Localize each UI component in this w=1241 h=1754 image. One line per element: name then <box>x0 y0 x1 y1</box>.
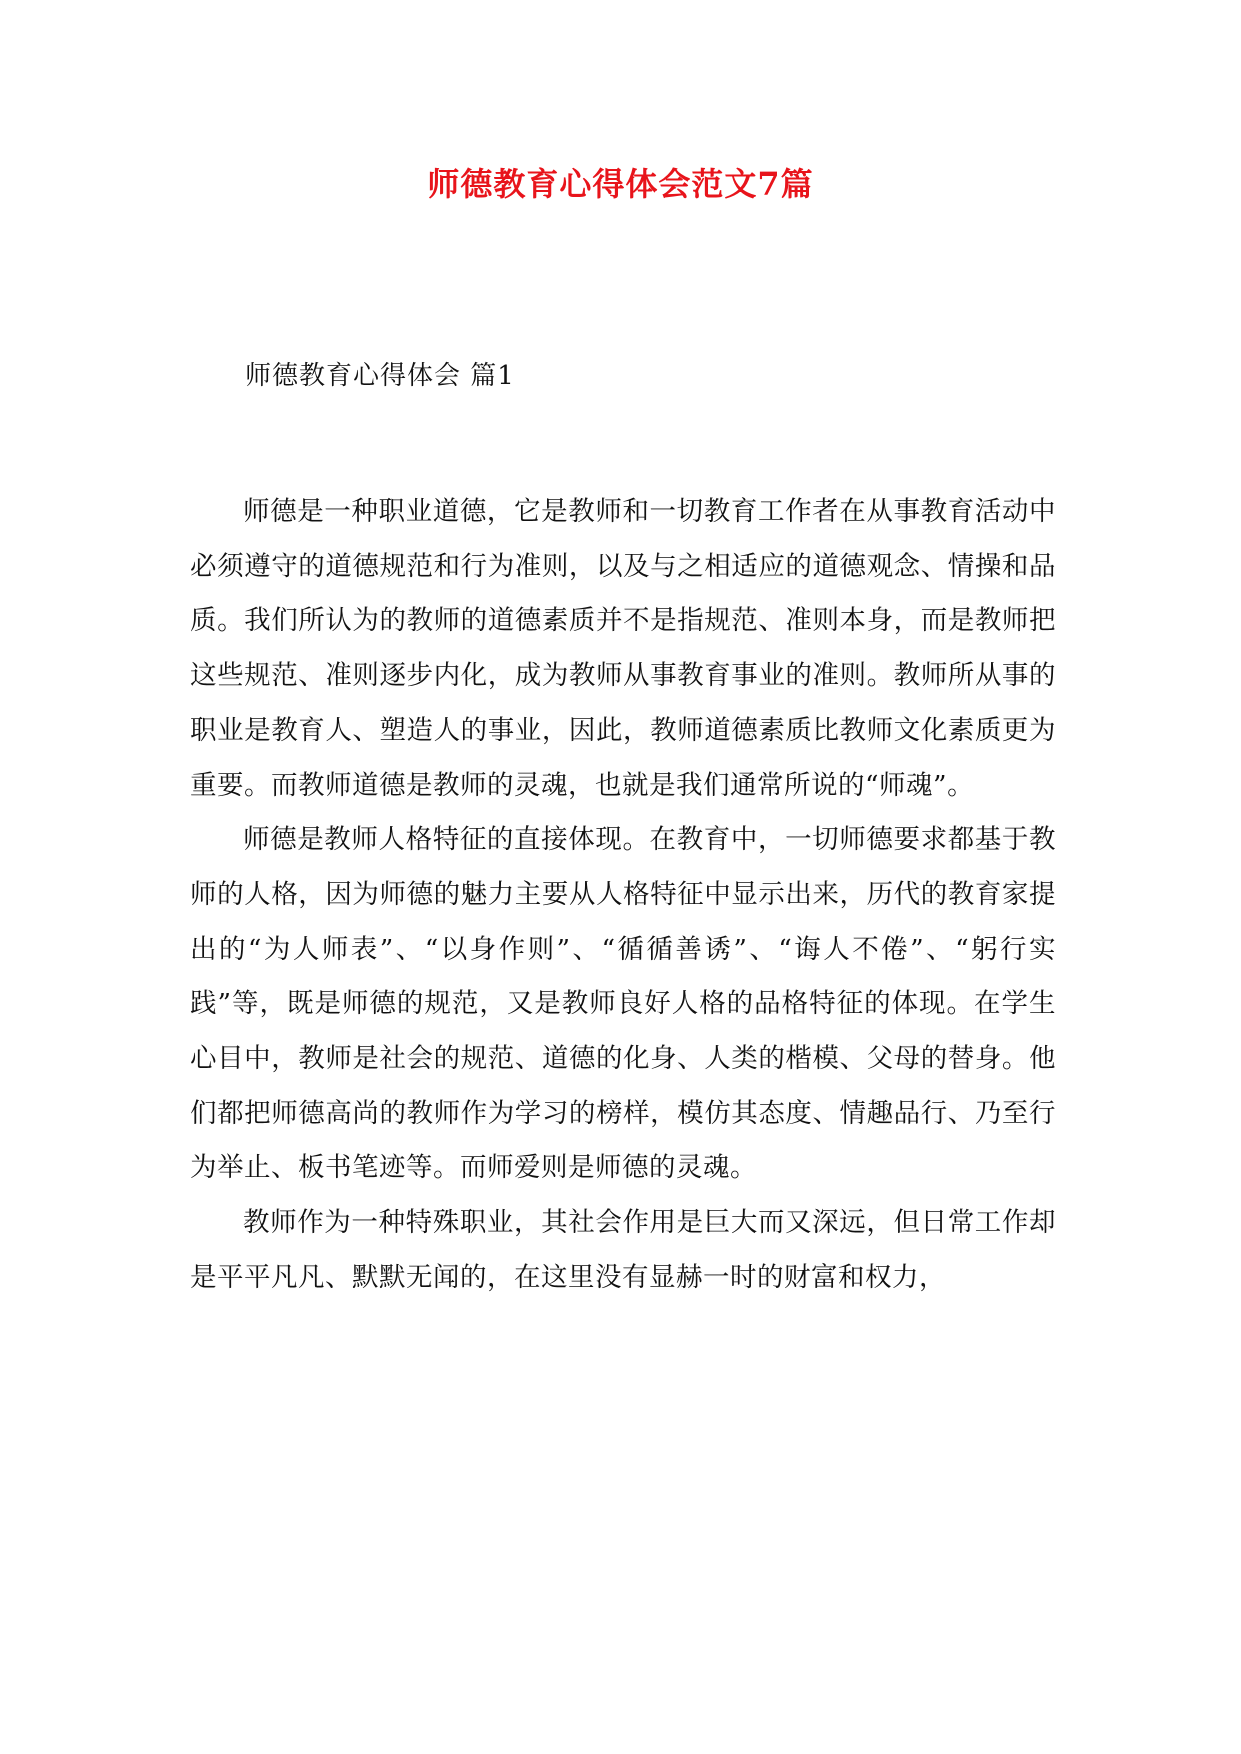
section-heading: 师德教育心得体会 篇1 <box>245 361 515 391</box>
body-text <box>190 485 1056 1306</box>
paragraph: 教师作为一种特殊职业，其社会作用是巨大而又深远，但日常工作却是平平凡凡、默默无闻的，在这里没有显赫一时的财富和权力， <box>190 1207 1056 1293</box>
paragraph: 师德是教师人格特征的直接体现。在教育中，一切师德要求都基于教师的人格，因为师德的魅力主要从人格特征中显示出来，历代的教育家提出的“为人师表”、“以身作则”、“循循善诱”、“诲人不倦”、“躬行实践”等，既是师德的规范，又是教师良好人格的品格特征的体现。在学生心目中，教师是社会的规范、道德的化身、人类的楷模、父母的替身。他们都把师德高尚的教师作为学习的榜样，模仿其态度、情趣品行、乃至行为举止、板书笔迹等。而师爱则是师德的灵魂。 <box>190 824 1056 1184</box>
paragraph: 师德是一种职业道德，它是教师和一切教育工作者在从事教育活动中必须遵守的道德规范和行为准则，以及与之相适应的道德观念、情操和品质。我们所认为的教师的道德素质并不是指规范、准则本身，而是教师把这些规范、准则逐步内化，成为教师从事教育事业的准则。教师所从事的职业是教育人、塑造人的事业，因此，教师道德素质比教师文化素质更为重要。而教师道德是教师的灵魂，也就是我们通常所说的“师魂”。 <box>190 496 1056 801</box>
document-title: 师德教育心得体会范文7篇 <box>427 165 814 203</box>
